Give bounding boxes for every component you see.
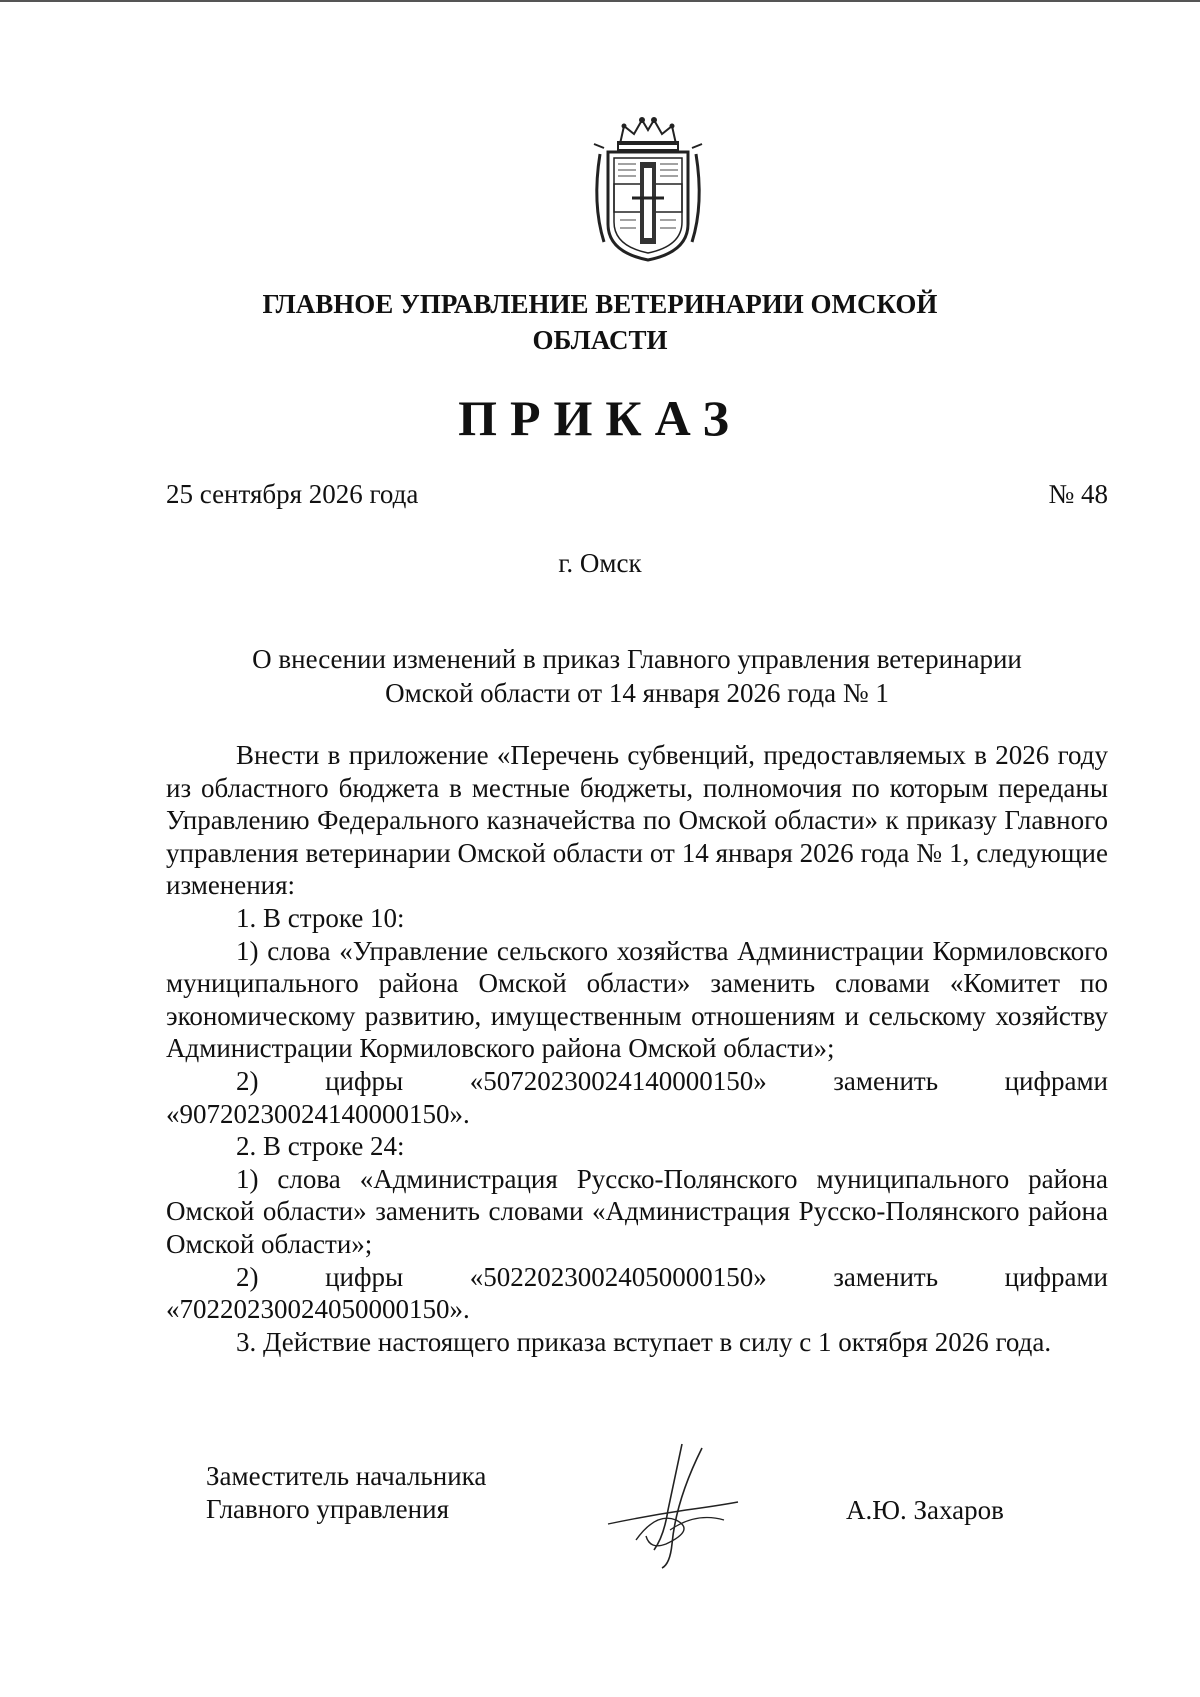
organization-name-line-2: ОБЛАСТИ [532,325,668,355]
coat-of-arms-emblem [586,114,710,264]
signer-position [206,1460,486,1526]
item-2-subitem-2: 2) цифры «50220230024050000150» заменить цифрами «70220230024050000150». [166,1261,1108,1325]
document-subject [166,642,1108,710]
page-top-edge [0,0,1200,2]
item-1-subitem-2: 2) цифры «50720230024140000150» заменить цифрами «90720230024140000150». [166,1065,1108,1129]
item-2-heading: 2. В строке 24: [236,1131,405,1162]
signer-position-line-1: Заместитель начальника [206,1461,487,1491]
subject-line-1: О внесении изменений в приказ Главного управления ветеринарии [252,644,1022,674]
handwritten-signature [606,1440,746,1570]
body-intro-paragraph: Внести в приложение «Перечень субвенций, предоставляемых в 2026 году из областного бюджета в местные бюджеты, полномочия по которым переданы Управлению Федерального казначейства по Омской области» к приказу Главного управления ветеринарии Омской области от 14 января 2026 года № 1, следующие изменения: [166,740,1108,901]
signer-name: А.Ю. Захаров [846,1495,1004,1525]
document-city: г. Омск [558,548,642,578]
subject-line-2: Омской области от 14 января 2026 года № 1 [385,678,889,708]
organization-name-line-1: ГЛАВНОЕ УПРАВЛЕНИЕ ВЕТЕРИНАРИИ ОМСКОЙ [262,289,938,319]
document-number: № 48 [1048,479,1108,509]
item-2-subitem-1: 1) слова «Администрация Русско-Полянского муниципального района Омской области» заменить словами «Администрация Русско-Полянского района Омской области»; [166,1163,1108,1259]
item-1-subitem-1: 1) слова «Управление сельского хозяйства Администрации Кормиловского муниципального района Омской области» заменить словами «Комитет по экономическому развитию, имущественным отношениям и сельскому хозяйству Администрации Кормиловского района Омской области»; [166,935,1108,1064]
item-3-paragraph: 3. Действие настоящего приказа вступает в силу с 1 октября 2026 года. [236,1326,1052,1357]
organization-name [150,286,1050,358]
document-date: 25 сентября 2026 года [166,479,419,509]
document-title: ПРИКАЗ [458,390,742,446]
signer-position-line-2: Главного управления [206,1494,449,1524]
item-1-heading: 1. В строке 10: [236,902,405,933]
document-body [166,739,1108,1358]
